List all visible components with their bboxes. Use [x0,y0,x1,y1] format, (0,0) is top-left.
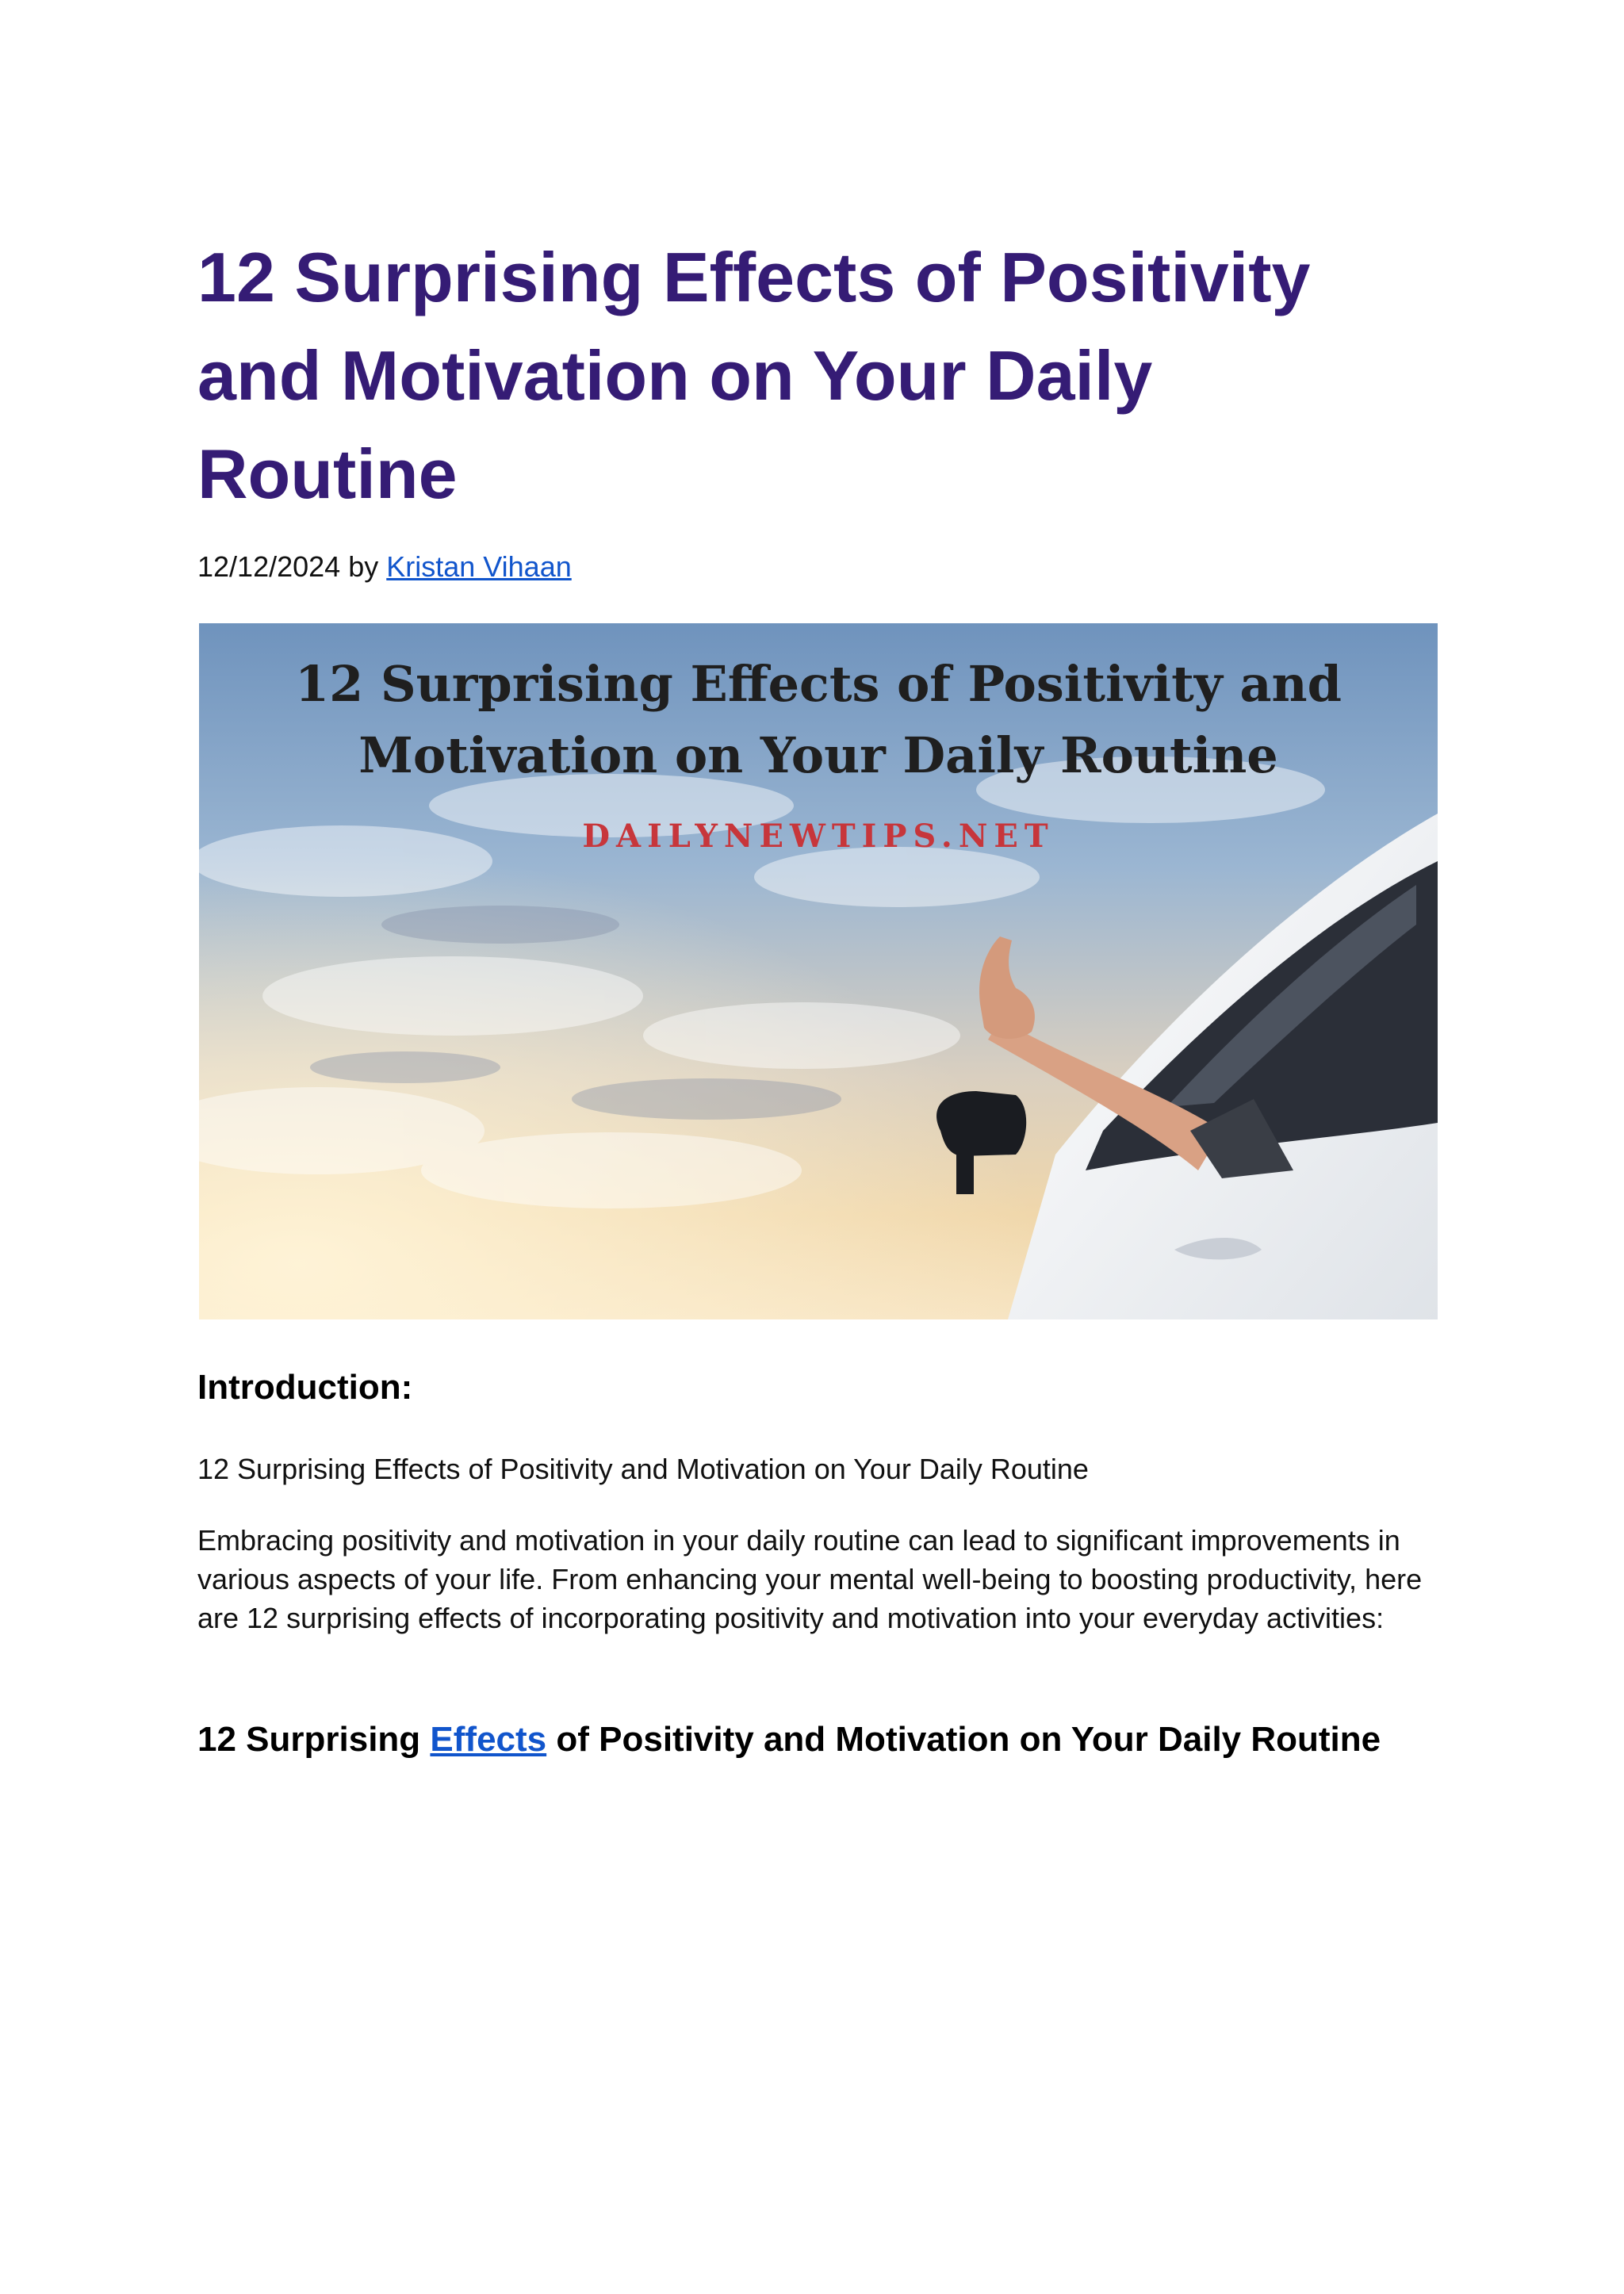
hero-site-label: DAILYNEWTIPS.NET [582,818,1055,855]
introduction-heading: Introduction: [197,1368,413,1407]
byline [197,547,572,587]
publish-date: 12/12/2024 [197,550,341,583]
intro-subtitle: 12 Surprising Effects of Positivity and Motivation on Your Daily Routine [197,1453,1089,1485]
section-heading-start: 12 Surprising [197,1720,431,1759]
hero-image [199,623,1438,1319]
by-label: by [348,550,379,583]
hero-title-line1: 12 Surprising Effects of Positivity and [295,655,1342,713]
article-title: 12 Surprising Effects of Positivity and Motivation on Your Daily Routine [197,238,1311,513]
hero-title-line2: Motivation on Your Daily Routine [358,726,1278,784]
hero-illustration [199,623,1438,1319]
author-link[interactable]: Kristan Vihaan [386,550,572,583]
section-heading-end: of Positivity and Motivation on Your Daily Routine [546,1720,1381,1759]
section-heading [197,1716,1381,1764]
effects-link[interactable]: Effects [430,1720,547,1759]
intro-paragraph: Embracing positivity and motivation in your daily routine can lead to significant improvements in various aspects of your life. From enhancing your mental well-being to boosting productivity, here are 12 surprising effects of incorporating positivity and motivation into your everyday activities: [197,1524,1423,1634]
